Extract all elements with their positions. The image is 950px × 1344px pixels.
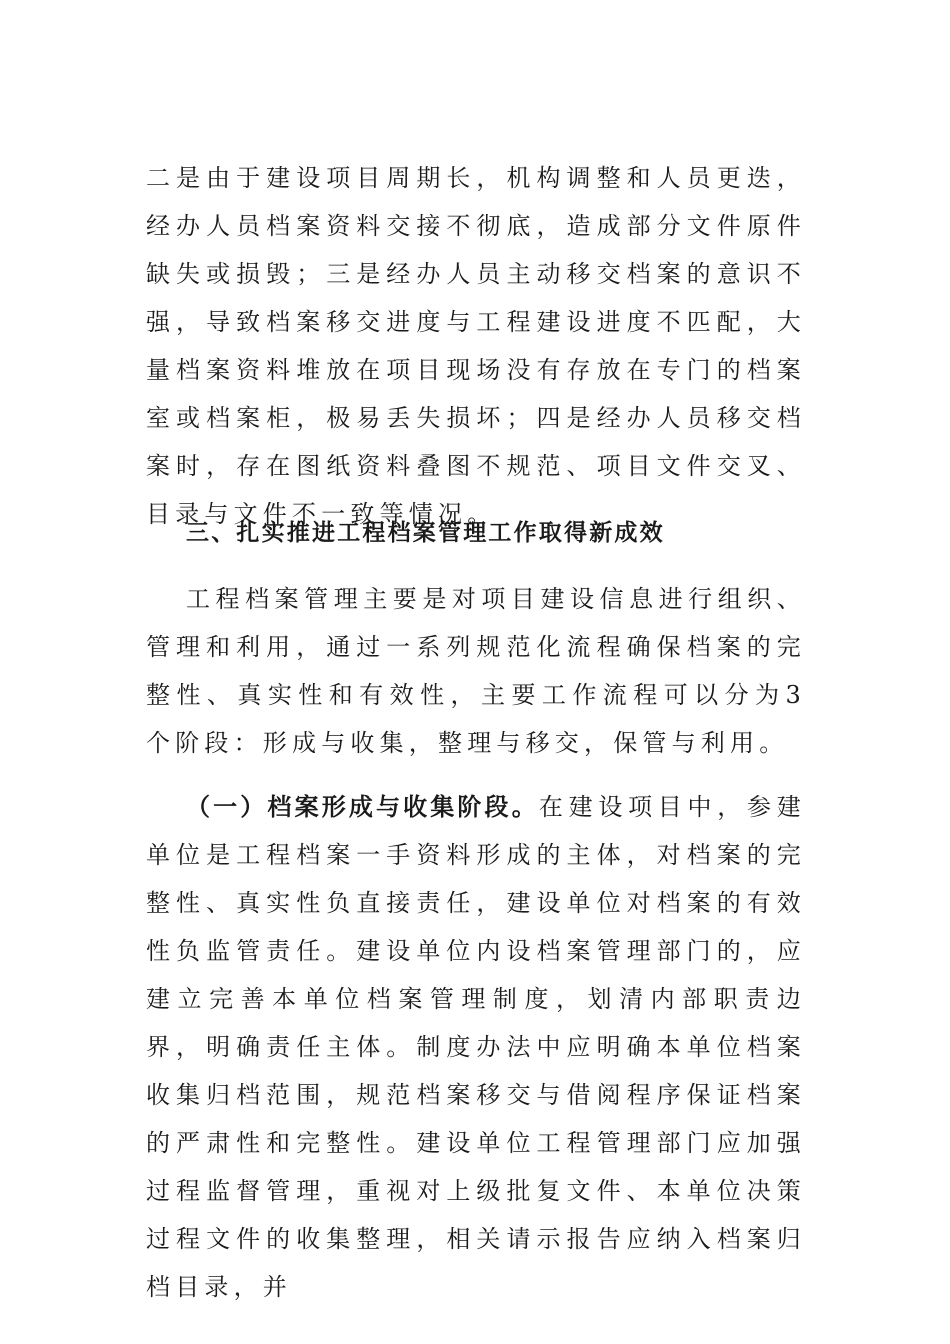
section-heading: 三、扎实推进工程档案管理工作取得新成效 <box>186 520 665 547</box>
subsection-text: 在建设项目中，参建单位是工程档案一手资料形成的主体，对档案的完整性、真实性负直接责任，建设单位对档案的有效性负监管责任。建设单位内设档案管理部门的，应建立完善本单位档案管理制度，划清内部职责边界，明确责任主体。制度办法中应明确本单位档案收集归档范围，规范档案移交与借阅程序保证档案的严肃性和完整性。建设单位工程管理部门应加强过程监督管理，重视对上级批复文件、本单位决策过程文件的收集整理，相关请示报告应纳入档案归档目录，并 <box>146 793 806 1301</box>
subsection-heading: （一）档案形成与收集阶段。 <box>186 793 539 821</box>
paragraph-subsection <box>146 783 806 1311</box>
paragraph-intro: 工程档案管理主要是对项目建设信息进行组织、管理和利用，通过一系列规范化流程确保档案的完整性、真实性和有效性，主要工作流程可以分为3个阶段：形成与收集，整理与移交，保管与利用。 <box>146 585 806 757</box>
paragraph-continued: 二是由于建设项目周期长，机构调整和人员更迭，经办人员档案资料交接不彻底，造成部分文件原件缺失或损毁；三是经办人员主动移交档案的意识不强，导致档案移交进度与工程建设进度不匹配，大量档案资料堆放在项目现场没有存放在专门的档案室或档案柜，极易丢失损坏；四是经办人员移交档案时，存在图纸资料叠图不规范、项目文件交叉、目录与文件不一致等情况。 <box>146 164 806 528</box>
